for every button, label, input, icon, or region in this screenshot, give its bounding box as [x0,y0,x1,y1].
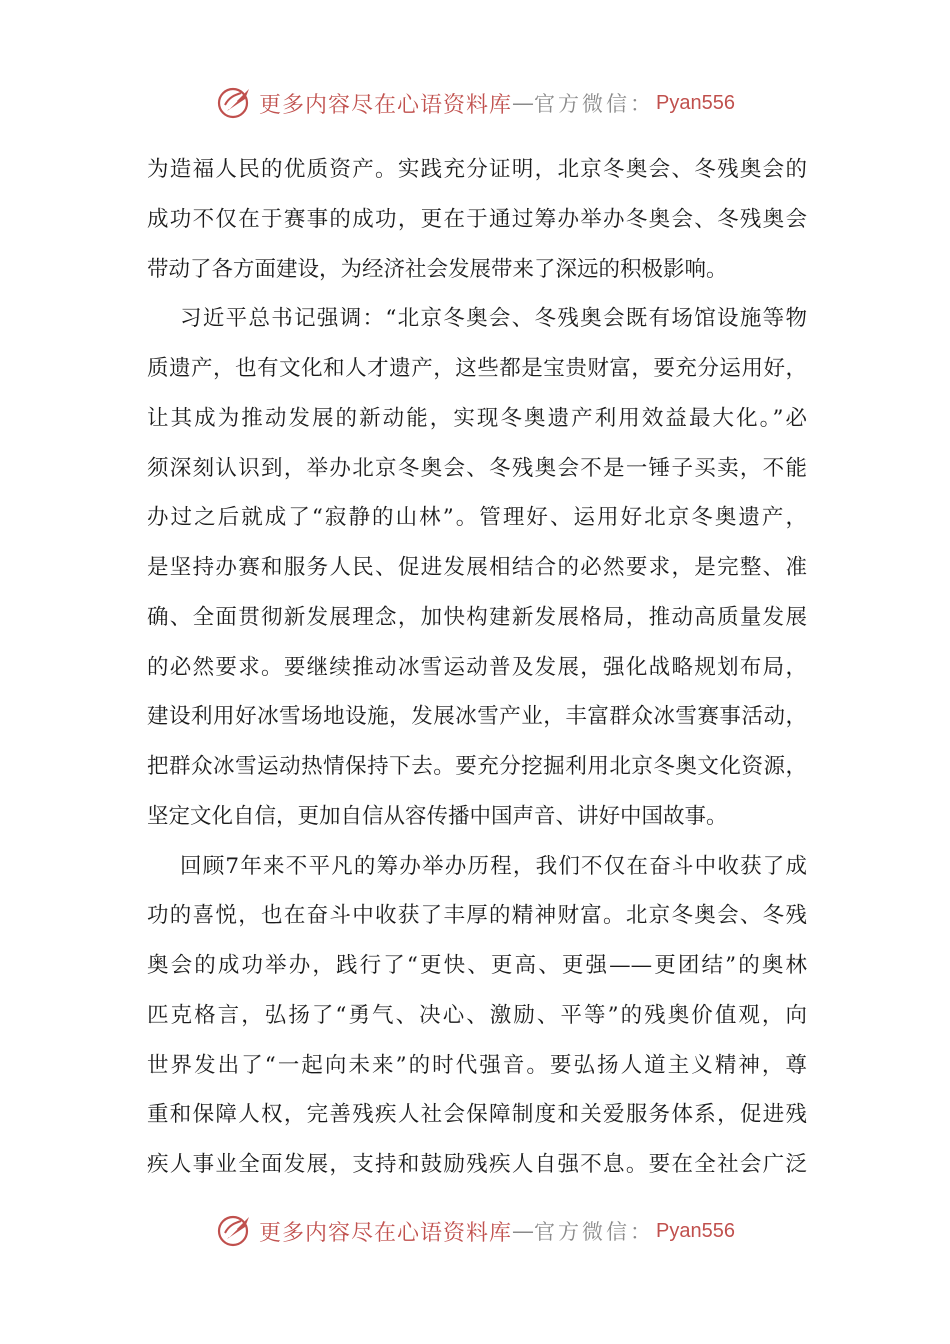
watermark-official-label: 官方微信： [534,92,655,116]
footer-watermark [0,1208,950,1254]
header-watermark [0,80,950,126]
text-line: 办过之后就成了“寂静的山林”。管理好、运用好北京冬奥遗产， [147,505,807,531]
text-line: 回顾7年来不平凡的筹办举办历程，我们不仅在奋斗中收获了成 [180,853,807,879]
text-line: 确、全面贯彻新发展理念，加快构建新发展格局，推动高质量发展 [147,604,807,630]
text-line: 世界发出了“一起向未来”的时代强音。要弘扬人道主义精神，尊 [147,1052,807,1078]
text-line: 成功不仅在于赛事的成功，更在于通过筹办举办冬奥会、冬残奥会 [147,206,807,232]
text-line: 功的喜悦，也在奋斗中收获了丰厚的精神财富。北京冬奥会、冬残 [147,903,807,929]
watermark-dash: — [512,1218,535,1244]
text-line: 奥会的成功举办，践行了“更快、更高、更强——更团结”的奥林 [147,953,807,978]
text-line: 建设利用好冰雪场地设施，发展冰雪产业，丰富群众冰雪赛事活动， [147,704,807,730]
watermark-dash: — [512,90,535,116]
text-line: 带动了各方面建设，为经济社会发展带来了深远的积极影响。 [147,256,728,282]
document-body [147,150,807,1195]
watermark-brand: 更多内容尽在心语资料库 [259,1220,513,1246]
text-line: 把群众冰雪运动热情保持下去。要充分挖掘利用北京冬奥文化资源， [147,754,807,779]
quill-seal-icon [215,83,255,123]
text-line: 坚定文化自信，更加自信从容传播中国声音、讲好中国故事。 [147,803,728,829]
text-line: 让其成为推动发展的新动能，实现冬奥遗产利用效益最大化。”必 [147,405,807,431]
text-line: 须深刻认识到，举办北京冬奥会、冬残奥会不是一锤子买卖，不能 [147,455,807,481]
watermark-brand: 更多内容尽在心语资料库 [259,92,513,118]
text-line: 重和保障人权，完善残疾人社会保障制度和关爱服务体系，促进残 [147,1102,807,1128]
quill-seal-icon [215,1211,255,1251]
text-line: 质遗产，也有文化和人才遗产，这些都是宝贵财富，要充分运用好， [147,356,807,381]
text-line: 习近平总书记强调：“北京冬奥会、冬残奥会既有场馆设施等物 [180,306,807,332]
text-line: 匹克格言，弘扬了“勇气、决心、激励、平等”的残奥价值观，向 [147,1002,807,1028]
watermark-wechat-id: Pyan556 [656,1219,735,1242]
text-line: 的必然要求。要继续推动冰雪运动普及发展，强化战略规划布局， [147,654,807,680]
text-line: 为造福人民的优质资产。实践充分证明，北京冬奥会、冬残奥会的 [147,157,807,182]
watermark-wechat-id: Pyan556 [656,91,735,114]
text-line: 疾人事业全面发展，支持和鼓励残疾人自强不息。要在全社会广泛 [147,1152,807,1177]
text-line: 是坚持办赛和服务人民、促进发展相结合的必然要求，是完整、准 [147,555,807,580]
watermark-official-label: 官方微信： [534,1220,655,1244]
